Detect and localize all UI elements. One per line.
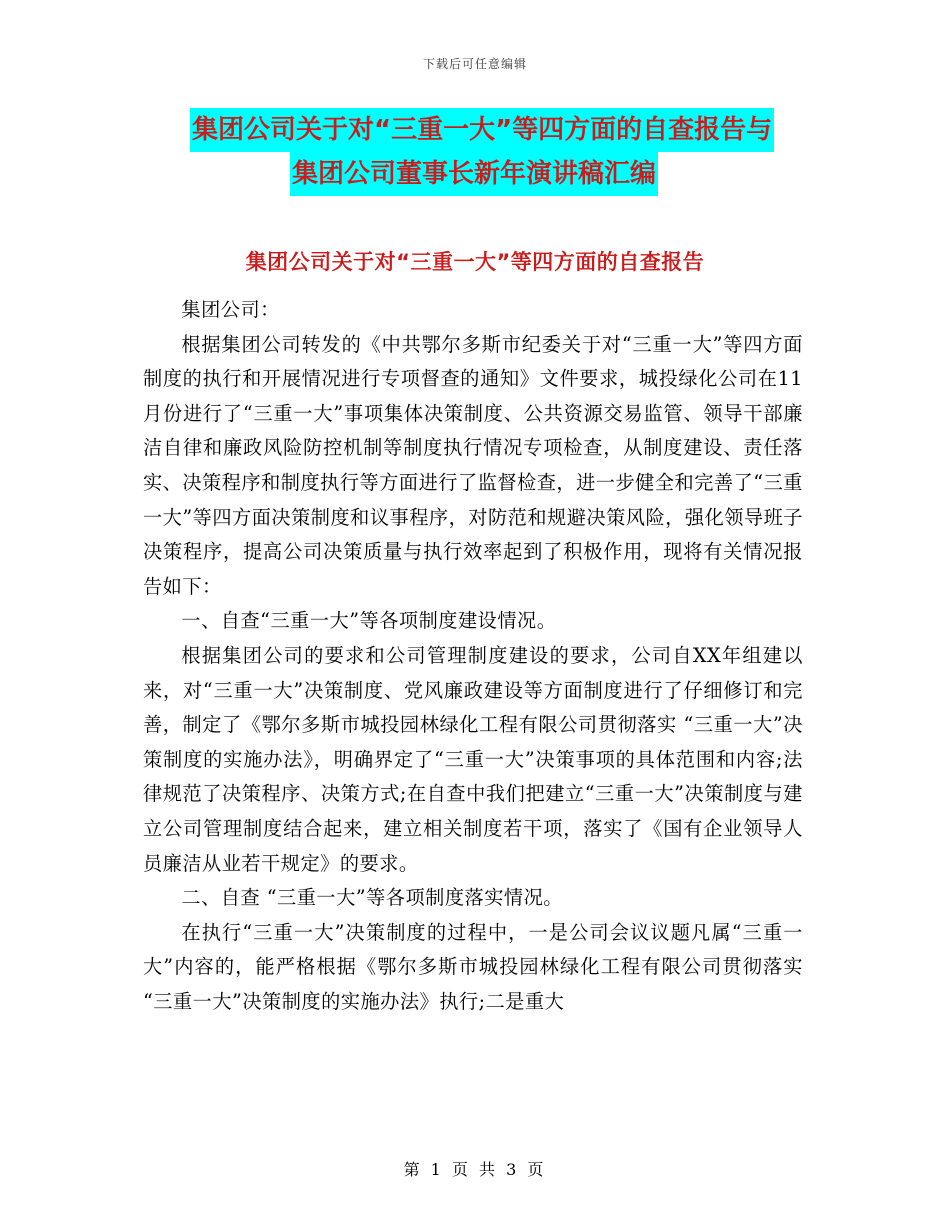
body-paragraph: 根据集团公司的要求和公司管理制度建设的要求，公司自XX年组建以来，对“三重一大”决策制度、党风廉政建设等方面制度进行了仔细修订和完善，制定了《鄂尔多斯市城投园林绿化工程有限公司贯彻落实 “三重一大”决策制度的实施办法》，明确界定了“三重一大”决策事项的具体范围和内容;法律规范了决策程序、决策方式;在自查中我们把建立“三重一大”决策制度与建立公司管理制度结合起来，建立相关制度若干项，落实了《国有企业领导人员廉洁从业若干规定》的要求。 xyxy=(143,643,803,875)
section-title: 集团公司关于对“三重一大”等四方面的自查报告 xyxy=(245,250,705,274)
title-line-2: 集团公司董事长新年演讲稿汇编 xyxy=(290,152,658,196)
section-heading: 二、自查 “三重一大”等各项制度落实情况。 xyxy=(181,886,563,910)
document-body xyxy=(143,293,803,1019)
title-line-1: 集团公司关于对“三重一大”等四方面的自查报告与 xyxy=(190,108,774,152)
header-note: 下载后可任意编辑 xyxy=(422,57,527,71)
body-paragraph: 根据集团公司转发的《中共鄂尔多斯市纪委关于对“三重一大”等四方面制度的执行和开展情况进行专项督查的通知》文件要求，城投绿化公司在11月份进行了“三重一大”事项集体决策制度、公共资源交易监管、领导干部廉洁自律和廉政风险防控机制等制度执行情况专项检查，从制度建设、责任落实、决策程序和制度执行等方面进行了监督检查，进一步健全和完善了“三重一大”等四方面决策制度和议事程序，对防范和规避决策风险，强化领导班子决策程序，提高公司决策质量与执行效率起到了积极作用，现将有关情况报告如下： xyxy=(143,332,803,598)
page-number: 第 1 页 共 3 页 xyxy=(403,1160,547,1179)
body-paragraph: 在执行“三重一大”决策制度的过程中，一是公司会议议题凡属“三重一大”内容的，能严格根据《鄂尔多斯市城投园林绿化工程有限公司贯彻落实 “三重一大”决策制度的实施办法》执行;二是重大 xyxy=(143,920,803,1013)
salutation: 集团公司： xyxy=(181,298,280,321)
section-heading: 一、自查“三重一大”等各项制度建设情况。 xyxy=(181,609,557,633)
